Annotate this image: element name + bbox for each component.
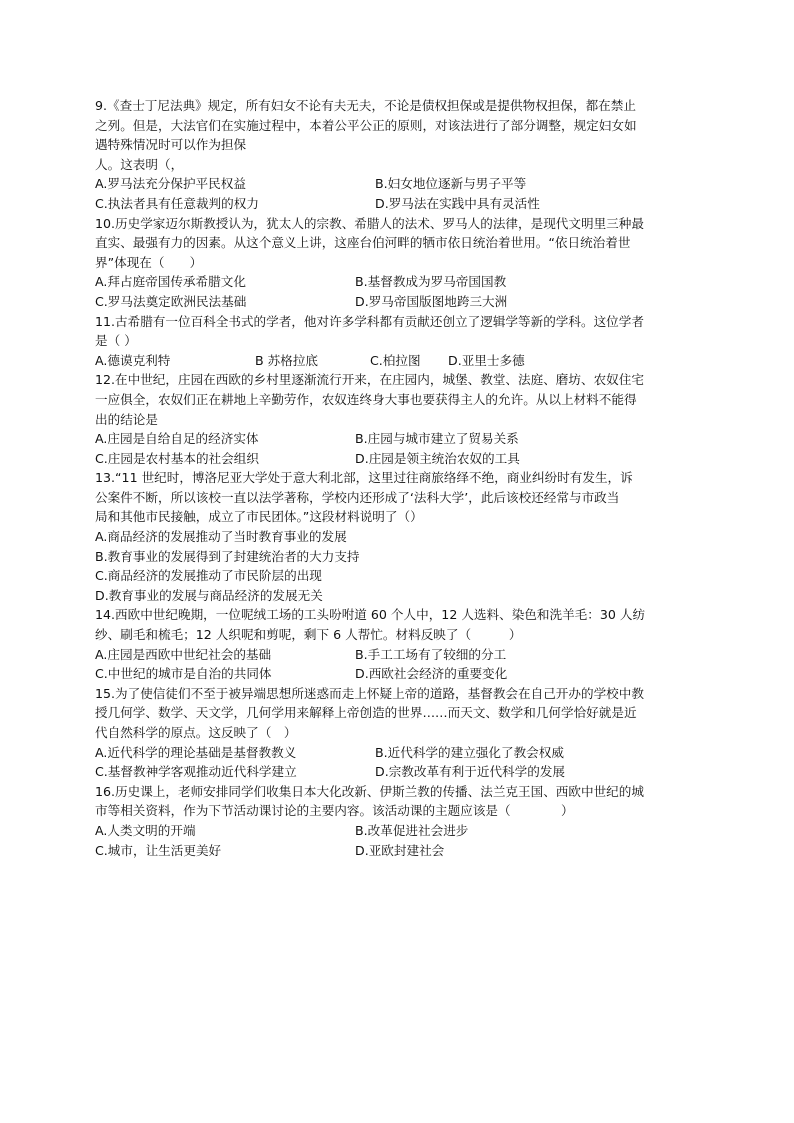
option-a: A.商品经济的发展推动了当时教育事业的发展: [95, 529, 347, 545]
option-a: A.庄园是西欧中世纪社会的基础: [95, 646, 272, 662]
question-15: [95, 684, 705, 782]
question-stem-line: 14.西欧中世纪晚期，一位呢绒工场的工头吩咐道 60 个人中，12 人选料、染色和洗羊毛：30 人纺: [95, 607, 646, 623]
options-row: [95, 194, 705, 214]
options-row: [95, 272, 705, 292]
option-a: A.人类文明的开端: [95, 822, 196, 838]
options-row: [95, 664, 705, 684]
options-row: [95, 821, 705, 841]
option-b: B.妇女地位逐新与男子平等: [375, 176, 527, 192]
options-row: [95, 351, 705, 371]
options-row: [95, 841, 705, 861]
options-row: [95, 449, 705, 469]
option-b: B 苏格拉底: [255, 352, 319, 368]
option-d: D.教育事业的发展与商品经济的发展无关: [95, 587, 323, 603]
question-14: [95, 605, 705, 683]
option-b: B.教育事业的发展得到了封建统治者的大力支持: [95, 548, 360, 564]
question-stem-line: 市等相关资料，作为下节活动课讨论的主要内容。该活动课的主题应该是（ ）: [95, 803, 574, 819]
option-c: C.中世纪的城市是自治的共同体: [95, 666, 272, 682]
option-d: D.宗教改革有利于近代科学的发展: [375, 764, 566, 780]
question-11: [95, 312, 705, 371]
option-c: C.庄园是农村基本的社会组织: [95, 450, 259, 466]
options-row: [95, 762, 705, 782]
question-stem-line: 13.“11 世纪时，博洛尼亚大学处于意大利北部，这里过往商旅络绎不绝，商业纠纷时有发生，诉: [95, 470, 633, 486]
question-stem-line: 16.历史课上，老师安排同学们收集日本大化改新、伊斯兰教的传播、法兰克王国、西欧中世纪的城: [95, 783, 644, 799]
option-c: C.城市，让生活更美好: [95, 842, 222, 858]
question-stem-line: 11.古希腊有一位百科全书式的学者，他对许多学科都有贡献还创立了逻辑学等新的学科。这位学者: [95, 313, 644, 329]
options-row: [95, 174, 705, 194]
question-stem-line: 公案件不断，所以该校一直以法学著称，学校内还形成了‘法科大学’，此后该校还经常与市政当: [95, 489, 620, 505]
option-c: C.罗马法奠定欧洲民法基础: [95, 293, 247, 309]
option-b: B.手工工场有了较细的分工: [355, 646, 507, 662]
option-b: B.改革促进社会进步: [355, 822, 469, 838]
question-stem-line: 出的结论是: [95, 411, 158, 427]
option-d: D.罗马法在实践中具有灵活性: [375, 195, 540, 211]
options-row: [95, 645, 705, 665]
option-c: C.柏拉图: [370, 352, 421, 368]
question-stem-line: 是（ ）: [95, 333, 137, 349]
question-13: [95, 468, 705, 605]
exam-page: [95, 96, 705, 860]
question-stem-line: 10.历史学家迈尔斯教授认为，犹太人的宗教、希腊人的法术、罗马人的法律，是现代文明里三种最: [95, 215, 644, 231]
question-stem-line: 一应俱全，农奴们正在耕地上辛勤劳作，农奴连终身大事也要获得主人的允许。从以上材料不能得: [95, 391, 637, 407]
option-b: B.近代科学的建立强化了教会权威: [375, 744, 564, 760]
option-a: A.德谟克利特: [95, 352, 171, 368]
option-a: A.庄园是自给自足的经济实体: [95, 431, 259, 447]
options-row: [95, 292, 705, 312]
options-row: [95, 743, 705, 763]
question-12: [95, 370, 705, 468]
question-stem-line: 9.《查士丁尼法典》规定，所有妇女不论有夫无夫，不论是债权担保或是提供物权担保，都在禁止: [95, 98, 636, 113]
question-stem-line: 12.在中世纪，庄园在西欧的乡村里逐渐流行开来，在庄园内，城堡、教堂、法庭、磨坊、农奴住宅: [95, 372, 644, 388]
question-stem-line: 局和其他市民接触，成立了市民团体。”这段材料说明了（）: [95, 509, 423, 525]
question-16: [95, 782, 705, 860]
option-d: D.罗马帝国版图地跨三大洲: [355, 293, 508, 309]
question-stem-line: 之列。但是，大法官们在实施过程中，本着公平公正的原则，对该法进行了部分调整，规定妇女如: [95, 117, 637, 133]
option-d: D.西欧社会经济的重要变化: [355, 666, 508, 682]
option-a: A.罗马法充分保护平民权益: [95, 176, 246, 192]
option-b: B.庄园与城市建立了贸易关系: [355, 431, 519, 447]
option-b: B.基督教成为罗马帝国国教: [355, 274, 507, 290]
option-a: A.拜占庭帝国传承希腊文化: [95, 274, 246, 290]
question-10: [95, 214, 705, 312]
option-c: C.商品经济的发展推动了市民阶层的出现: [95, 568, 322, 584]
option-d: D.亚欧封建社会: [355, 842, 445, 858]
option-d: D.庄园是领主统治农奴的工具: [355, 450, 520, 466]
question-stem-line: 遇特殊情况时可以作为担保: [95, 137, 247, 153]
question-stem-line: 15.为了使信徒们不至于被异端思想所迷惑而走上怀疑上帝的道路，基督教会在自己开办的学校中教: [95, 685, 644, 701]
question-stem-line: 代自然科学的原点。这反映了（ ）: [95, 725, 297, 740]
question-stem-line: 人。这表明（，: [95, 156, 184, 172]
option-d: D.亚里士多德: [448, 352, 525, 368]
options-row: [95, 429, 705, 449]
question-9: [95, 96, 705, 214]
question-stem-line: 直实、最强有力的因素。从这个意义上讲，这座台伯河畔的牺市依日统治着世用。“依日统治着世: [95, 235, 631, 251]
option-a: A.近代科学的理论基础是基督教教义: [95, 744, 297, 760]
question-stem-line: 界”体现在（ ）: [95, 254, 203, 270]
option-c: C.基督教神学客观推动近代科学建立: [95, 764, 297, 780]
question-stem-line: 授几何学、数学、天文学，几何学用来解释上帝创造的世界……而天文、数学和几何学恰好就是近: [95, 705, 637, 721]
question-stem-line: 纱、刷毛和梳毛；12 人织呢和剪呢，剩下 6 人帮忙。材料反映了（ ）: [95, 627, 522, 643]
option-c: C.执法者具有任意裁判的权力: [95, 195, 259, 211]
